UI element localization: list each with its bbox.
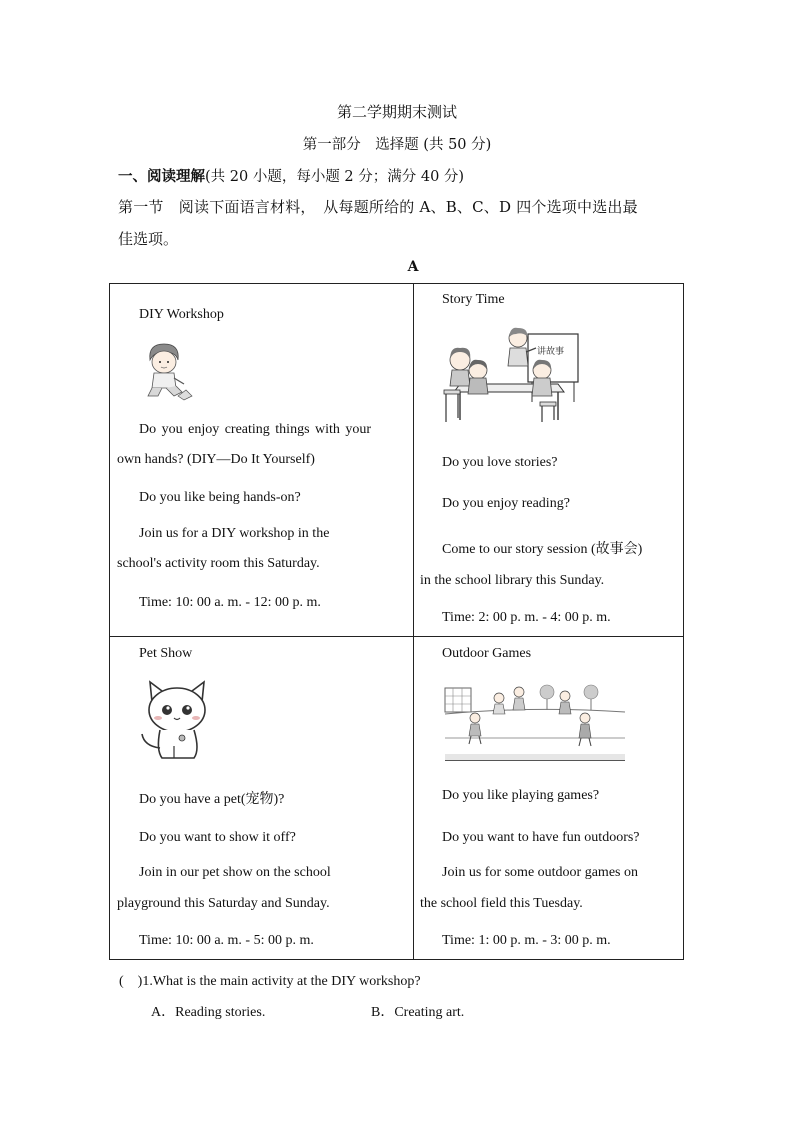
diy-time: Time: 10: 00 a. m. - 12: 00 p. m. — [139, 595, 321, 610]
diy-line-2: own hands? (DIY—Do It Yourself) — [117, 452, 315, 467]
boy-crafting-image — [140, 338, 198, 404]
instruction-line-1: 第一节 阅读下面语言材料， 从每题所给的 A、B、C、D 四个选项中选出最 — [118, 198, 638, 216]
page-title: 第二学期期末测试 — [336, 103, 457, 121]
pet-line-4: playground this Saturday and Sunday. — [117, 896, 330, 911]
part-subtitle: 第一部分 选择题 (共 50 分) — [302, 137, 492, 153]
section-heading-rest: (共 20 小题，每小题 2 分；满分 40 分) — [205, 169, 465, 185]
outdoor-time: Time: 1: 00 p. m. - 3: 00 p. m. — [442, 933, 611, 948]
outdoor-line-3: Join us for some outdoor games on — [442, 865, 638, 880]
section-heading — [118, 165, 464, 186]
story-line-3: Come to our story session (故事会) — [442, 542, 643, 557]
instruction-line-2: 佳选项。 — [118, 230, 179, 248]
story-line-4: in the school library this Sunday. — [420, 573, 605, 588]
diy-line-1: Do you enjoy creating things with your — [139, 422, 372, 437]
pet-title: Pet Show — [139, 646, 193, 661]
diy-title: DIY Workshop — [139, 307, 224, 322]
story-line-1: Do you love stories? — [442, 455, 558, 470]
children-playing-image — [443, 682, 627, 764]
story-sign-text: 讲故事 — [537, 347, 565, 357]
children-reading-image — [440, 322, 582, 426]
pet-line-2: Do you want to show it off? — [139, 830, 296, 845]
section-heading-bold: 一、阅读理解 — [118, 168, 205, 185]
outdoor-line-4: the school field this Tuesday. — [420, 896, 583, 911]
pet-line-3: Join in our pet show on the school — [139, 865, 331, 880]
story-line-2: Do you enjoy reading? — [442, 496, 570, 511]
story-title: Story Time — [442, 292, 505, 307]
passage-label: A — [407, 259, 419, 275]
option-b: B．Creating art. — [371, 1005, 465, 1020]
pet-line-1: Do you have a pet(宠物)? — [139, 792, 285, 807]
option-a: A．Reading stories. — [151, 1005, 266, 1020]
outdoor-line-1: Do you like playing games? — [442, 788, 600, 803]
question-stem: ( )1.What is the main activity at the DIY workshop? — [119, 974, 421, 989]
diy-line-3: Do you like being hands-on? — [139, 490, 301, 505]
diy-line-5: school's activity room this Saturday. — [117, 556, 320, 571]
table-divider-vertical — [413, 283, 414, 960]
outdoor-title: Outdoor Games — [442, 646, 532, 661]
table-divider-horizontal — [109, 636, 684, 637]
pet-time: Time: 10: 00 a. m. - 5: 00 p. m. — [139, 933, 314, 948]
diy-line-4: Join us for a DIY workshop in the — [139, 526, 330, 541]
cat-image — [138, 680, 214, 762]
outdoor-line-2: Do you want to have fun outdoors? — [442, 830, 640, 845]
story-time: Time: 2: 00 p. m. - 4: 00 p. m. — [442, 610, 611, 625]
